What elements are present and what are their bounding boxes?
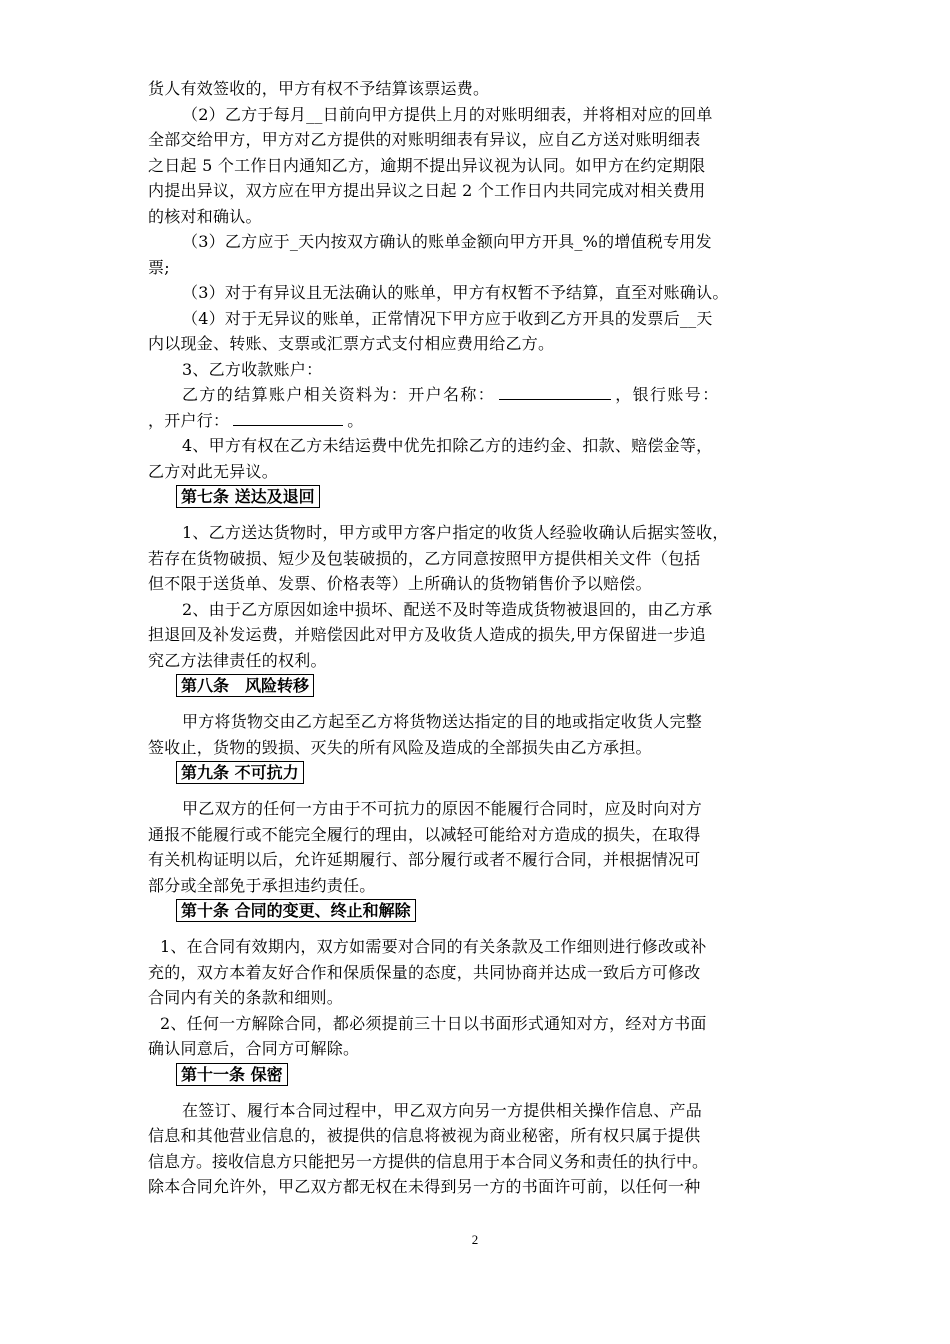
account-line	[148, 382, 812, 408]
paragraph-line: 信息方。接收信息方只能把另一方提供的信息用于本合同义务和责任的执行中。	[148, 1151, 709, 1171]
paragraph-line: 在签订、履行本合同过程中，甲乙双方向另一方提供相关操作信息、产品	[182, 1100, 703, 1120]
paragraph-line: 1、在合同有效期内，双方如需要对合同的有关条款及工作细则进行修改或补	[160, 937, 707, 956]
paragraph-line: 但不限于送货单、发票、价格表等）上所确认的货物销售价予以赔偿。	[148, 574, 652, 593]
paragraph-line: 票;	[148, 257, 170, 277]
paragraph-line: 通报不能履行或不能完全履行的理由，以减轻可能给对方造成的损失，在取得	[148, 824, 701, 844]
paragraph-line: 甲方将货物交由乙方起至乙方将货物送达指定的目的地或指定收货人完整	[182, 712, 703, 731]
section-title: 第十一条 保密	[176, 1063, 288, 1086]
paragraph-line: （3）对于有异议且无法确认的账单，甲方有权暂不予结算，直至对账确认。	[182, 283, 729, 302]
section-title: 第十条 合同的变更、终止和解除	[176, 899, 416, 922]
section-title: 第七条 送达及退回	[176, 485, 320, 508]
paragraph-line: 内以现金、转账、支票或汇票方式支付相应费用给乙方。	[148, 334, 555, 353]
section-title: 第九条 不可抗力	[176, 761, 304, 784]
paragraph-line: 乙方对此无异议。	[148, 461, 279, 481]
paragraph-line: 全部交给甲方，甲方对乙方提供的对账明细表有异议，应自乙方送对账明细表	[148, 130, 701, 149]
paragraph-line: 信息和其他营业信息的，被提供的信息将被视为商业秘密，所有权只属于提供	[148, 1126, 701, 1145]
paragraph-line: 2、任何一方解除合同，都必须提前三十日以书面形式通知对方，经对方书面	[160, 1013, 707, 1033]
section-heading-7	[148, 485, 812, 510]
account-title: 3、乙方收款账户：	[182, 359, 323, 379]
paragraph-line: 2、由于乙方原因如途中损坏、配送不及时等造成货物被退回的，由乙方承	[182, 599, 713, 619]
section-heading-10	[148, 899, 812, 924]
account-line	[148, 408, 812, 434]
paragraph-line: 甲乙双方的任何一方由于不可抗力的原因不能履行合同时，应及时向对方	[182, 799, 703, 818]
paragraph-line: 部分或全部免于承担违约责任。	[148, 875, 376, 895]
bank-account-label: ，银行账号：	[615, 385, 720, 404]
paragraph-line: 担退回及补发运费，并赔偿因此对甲方及收货人造成的损失,甲方保留进一步追	[148, 625, 706, 644]
paragraph-line: 若存在货物破损、短少及包装破损的，乙方同意按照甲方提供相关文件（包括	[148, 548, 701, 568]
section-title: 第八条 风险转移	[176, 674, 314, 697]
paragraph-line: 确认同意后，合同方可解除。	[148, 1039, 360, 1058]
paragraph-line: 1、乙方送达货物时，甲方或甲方客户指定的收货人经验收确认后据实签收，	[182, 523, 729, 542]
paragraph-line: （4）对于无异议的账单，正常情况下甲方应于收到乙方开具的发票后__天	[182, 308, 713, 328]
paragraph-line: 有关机构证明以后，允许延期履行、部分履行或者不履行合同，并根据情况可	[148, 850, 701, 869]
section-heading-11	[148, 1063, 812, 1088]
paragraph-line: 合同内有关的条款和细则。	[148, 988, 344, 1007]
paragraph-line: 究乙方法律责任的权利。	[148, 650, 327, 670]
bank-name-blank	[233, 411, 343, 426]
document-body	[148, 76, 812, 1200]
paragraph-line: 充的，双方本着友好合作和保质保量的态度，共同协商并达成一致后方可修改	[148, 962, 701, 982]
page-number: 2	[471, 1232, 479, 1247]
paragraph-line: 之日起 5 个工作日内通知乙方，逾期不提出异议视为认同。如甲方在约定期限	[148, 155, 706, 175]
bank-line-end: 。	[347, 410, 364, 430]
paragraph-line: 内提出异议，双方应在甲方提出异议之日起 2 个工作日内共同完成对相关费用	[148, 181, 706, 200]
paragraph-line: 货人有效签收的，甲方有权不予结算该票运费。	[148, 79, 490, 98]
paragraph-line: （3）乙方应于_天内按双方确认的账单金额向甲方开具_%的增值税专用发	[182, 232, 712, 251]
bank-name-label: ，开户行：	[148, 410, 230, 430]
paragraph-line: 除本合同允许外，甲乙双方都无权在未得到另一方的书面许可前，以任何一种	[148, 1177, 701, 1196]
paragraph-line: 的核对和确认。	[148, 206, 262, 226]
paragraph-line: 签收止，货物的毁损、灭失的所有风险及造成的全部损失由乙方承担。	[148, 737, 652, 757]
paragraph-line: 4、甲方有权在乙方未结运费中优先扣除乙方的违约金、扣款、赔偿金等，	[182, 436, 713, 455]
account-name-blank	[499, 385, 611, 400]
section-heading-8	[148, 674, 812, 699]
account-name-label: 乙方的结算账户相关资料为：开户名称：	[182, 385, 496, 404]
section-heading-9	[148, 761, 812, 786]
paragraph-line: （2）乙方于每月__日前向甲方提供上月的对账明细表，并将相对应的回单	[182, 104, 713, 124]
